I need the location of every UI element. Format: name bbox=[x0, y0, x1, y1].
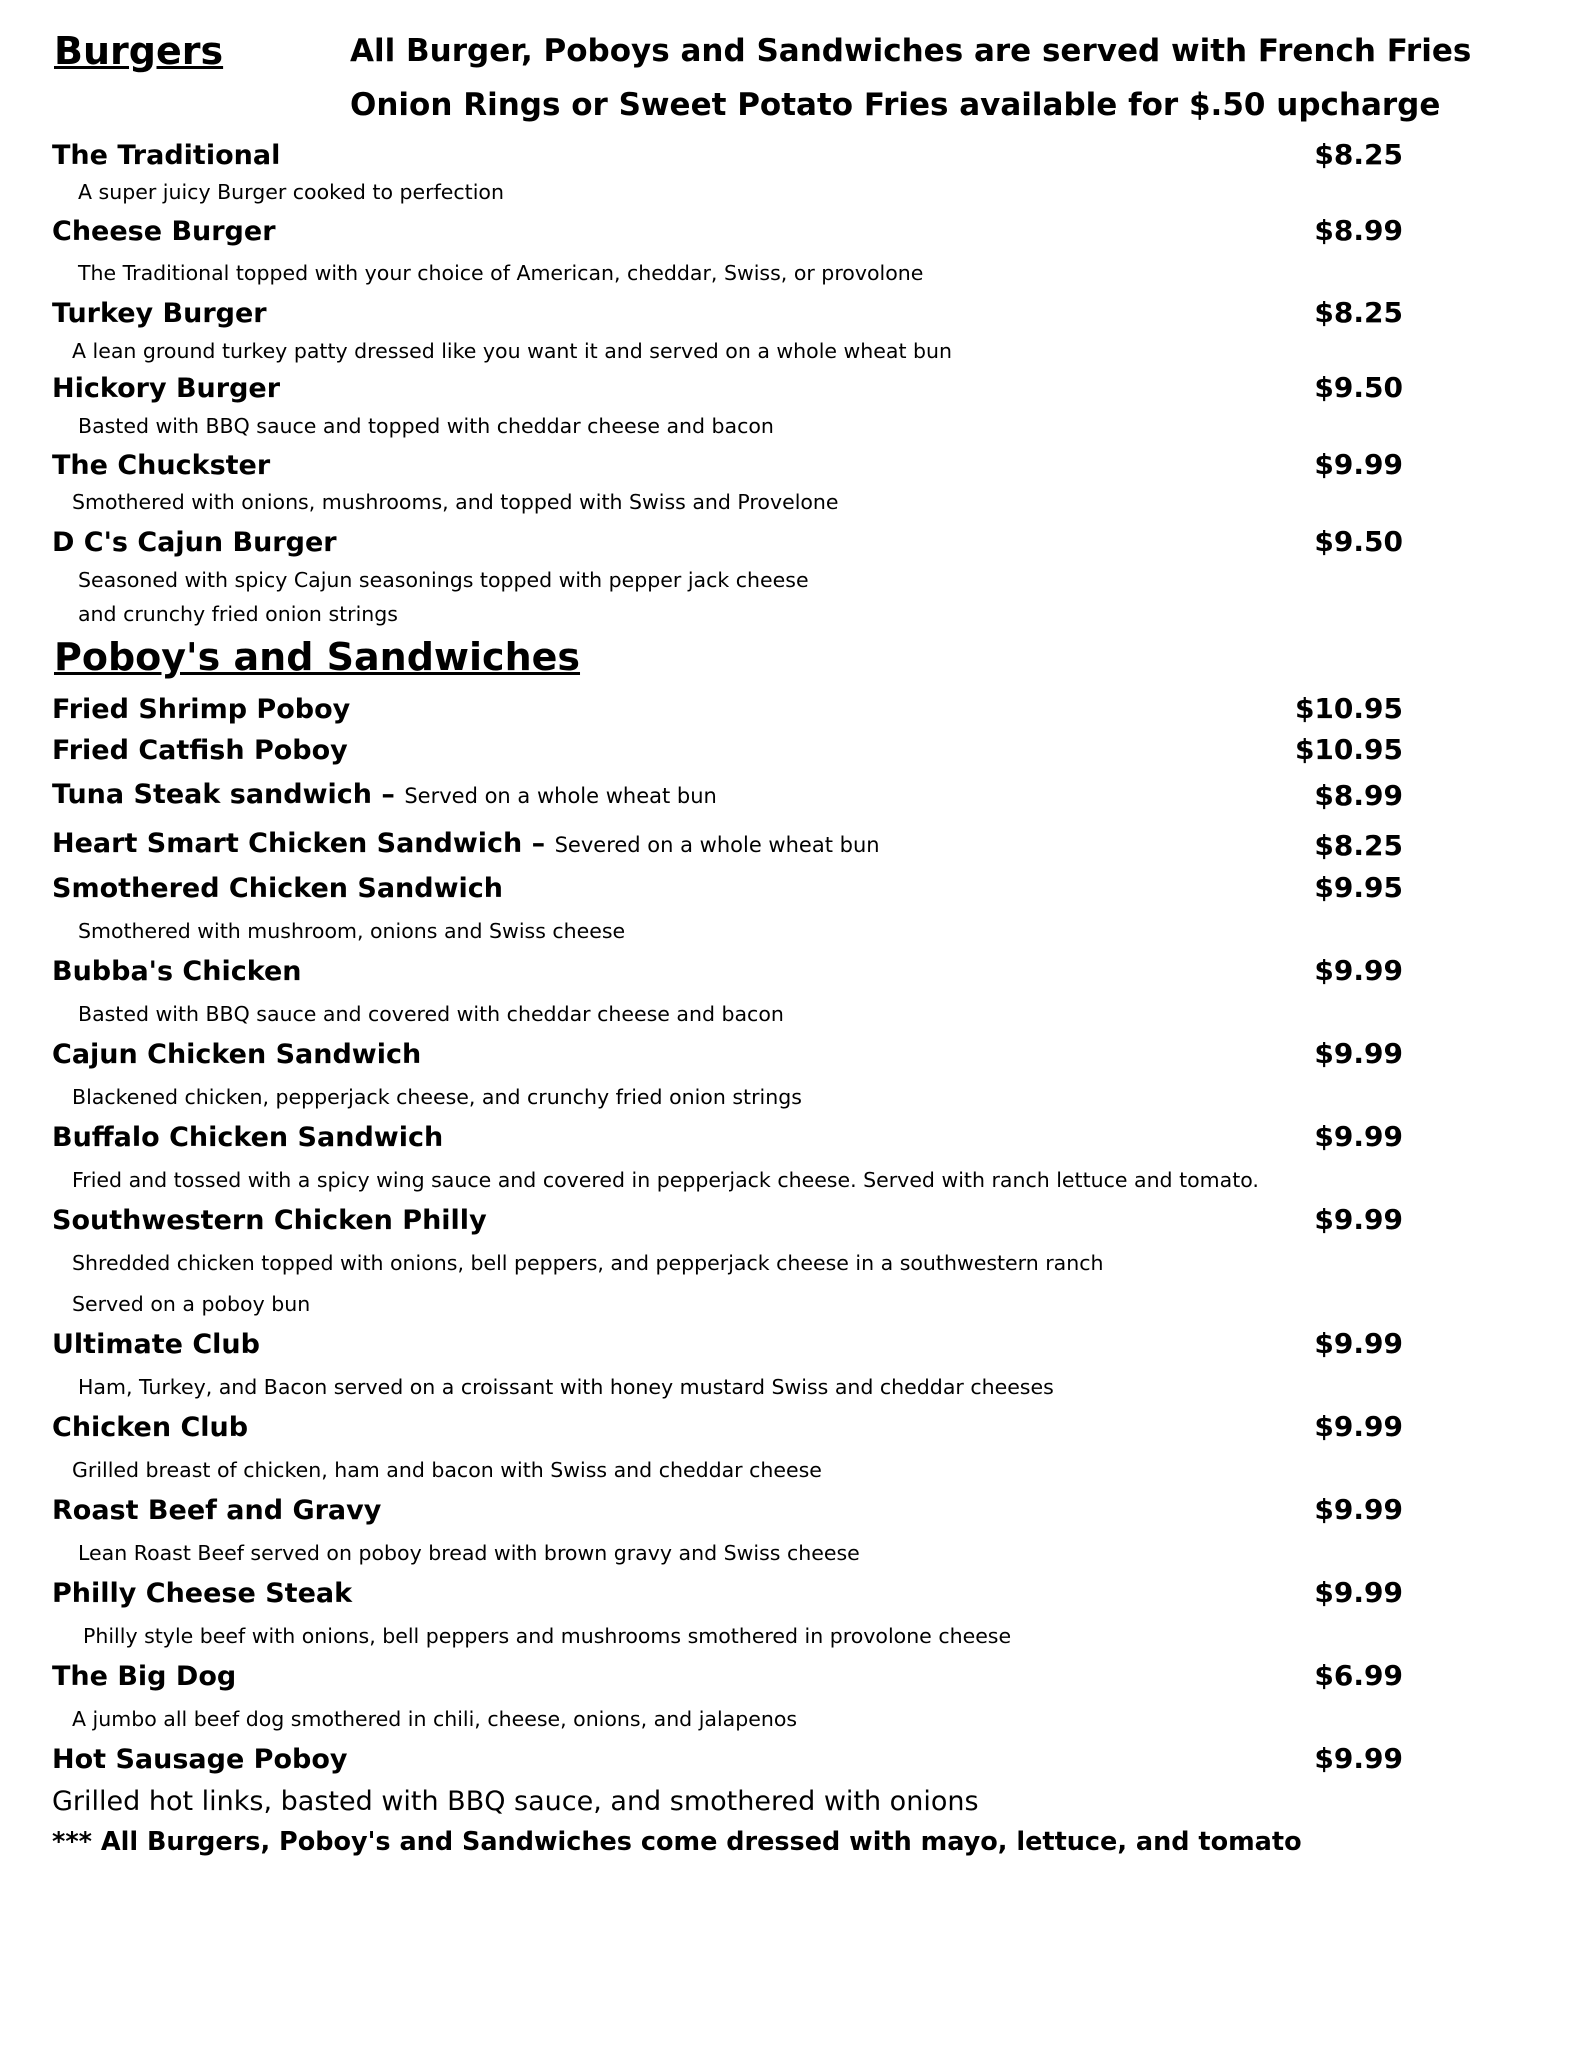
menu-item-description: The Traditional topped with your choice of American, cheddar, Swiss, or provolone bbox=[78, 261, 924, 285]
menu-item-name: Hickory Burger bbox=[52, 373, 281, 404]
menu-item-name: Turkey Burger bbox=[52, 298, 267, 329]
menu-item-price: $8.99 bbox=[1314, 214, 1403, 247]
menu-item-price: $9.99 bbox=[1314, 1037, 1403, 1070]
burgers-note-fries: All Burger, Poboys and Sandwiches are served with French Fries bbox=[350, 33, 1472, 69]
menu-item-price: $9.99 bbox=[1314, 1120, 1403, 1153]
menu-item-price: $10.95 bbox=[1294, 692, 1403, 725]
menu-item-name: D C's Cajun Burger bbox=[52, 527, 337, 558]
menu-item-price: $8.99 bbox=[1314, 779, 1403, 812]
menu-item-description: Fried and tossed with a spicy wing sauce and covered in pepperjack cheese. Served with ranch lettuce and tomato. bbox=[72, 1168, 1259, 1192]
menu-item-name: Cajun Chicken Sandwich bbox=[52, 1039, 422, 1070]
menu-item-name: The Traditional bbox=[52, 140, 281, 171]
menu-item-description: Blackened chicken, pepperjack cheese, and crunchy fried onion strings bbox=[72, 1085, 802, 1109]
menu-item-name: Fried Shrimp Poboy bbox=[52, 694, 351, 725]
menu-item-name: Buffalo Chicken Sandwich bbox=[52, 1122, 444, 1153]
menu-item-inline-description: Severed on a whole wheat bun bbox=[554, 833, 880, 857]
menu-item-name: The Big Dog bbox=[52, 1661, 237, 1692]
poboys-section-title: Poboy's and Sandwiches bbox=[54, 635, 581, 679]
menu-item-price: $9.99 bbox=[1314, 1576, 1403, 1609]
menu-item-name: Ultimate Club bbox=[52, 1329, 260, 1360]
menu-item-price: $9.95 bbox=[1314, 871, 1403, 904]
menu-item-name: Chicken Club bbox=[52, 1412, 249, 1443]
menu-item-inline-description: Served on a whole wheat bun bbox=[404, 784, 717, 808]
menu-item-name: Fried Catfish Poboy bbox=[52, 735, 348, 766]
menu-item-description: Philly style beef with onions, bell peppers and mushrooms smothered in provolone cheese bbox=[83, 1624, 1012, 1648]
menu-item-name: The Chuckster bbox=[52, 450, 271, 481]
menu-item-price: $9.50 bbox=[1314, 371, 1403, 404]
menu-item-price: $9.99 bbox=[1314, 448, 1403, 481]
menu-item-description: A jumbo all beef dog smothered in chili, cheese, onions, and jalapenos bbox=[72, 1707, 798, 1731]
menu-item-price: $10.95 bbox=[1294, 733, 1403, 766]
menu-item-description: Smothered with mushroom, onions and Swiss cheese bbox=[78, 919, 626, 943]
menu-item-price: $9.99 bbox=[1314, 1410, 1403, 1443]
menu-item-name: Hot Sausage Poboy bbox=[52, 1744, 348, 1775]
menu-item-price: $9.99 bbox=[1314, 1327, 1403, 1360]
menu-item-description: A lean ground turkey patty dressed like you want it and served on a whole wheat bun bbox=[72, 339, 953, 363]
burgers-section-title: Burgers bbox=[54, 29, 224, 73]
menu-item-price: $8.25 bbox=[1314, 296, 1403, 329]
menu-item-name: Heart Smart Chicken Sandwich – Severed on a whole wheat bun bbox=[52, 828, 880, 859]
burgers-note-upcharge: Onion Rings or Sweet Potato Fries available for $.50 upcharge bbox=[350, 87, 1441, 123]
menu-item-description: Ham, Turkey, and Bacon served on a croissant with honey mustard Swiss and cheddar cheeses bbox=[78, 1375, 1054, 1399]
menu-item-price: $9.99 bbox=[1314, 1203, 1403, 1236]
menu-item-description: Served on a poboy bun bbox=[72, 1292, 311, 1316]
menu-item-description: Grilled hot links, basted with BBQ sauce, and smothered with onions bbox=[52, 1786, 979, 1817]
menu-item-description: Lean Roast Beef served on poboy bread with brown gravy and Swiss cheese bbox=[78, 1541, 860, 1565]
menu-item-price: $6.99 bbox=[1314, 1659, 1403, 1692]
menu-item-description: Shredded chicken topped with onions, bell peppers, and pepperjack cheese in a southwestern ranch bbox=[72, 1251, 1104, 1275]
menu-item-price: $9.50 bbox=[1314, 525, 1403, 558]
menu-item-name: Tuna Steak sandwich – Served on a whole wheat bun bbox=[52, 779, 717, 810]
menu-item-name: Southwestern Chicken Philly bbox=[52, 1205, 487, 1236]
menu-item-name: Bubba's Chicken bbox=[52, 956, 302, 987]
menu-item-description: Basted with BBQ sauce and topped with cheddar cheese and bacon bbox=[78, 414, 774, 438]
menu-item-description: Seasoned with spicy Cajun seasonings topped with pepper jack cheese bbox=[78, 568, 809, 592]
menu-item-description: Smothered with onions, mushrooms, and topped with Swiss and Provelone bbox=[72, 490, 839, 514]
menu-item-price: $9.99 bbox=[1314, 1742, 1403, 1775]
menu-item-name: Philly Cheese Steak bbox=[52, 1578, 353, 1609]
menu-item-name: Cheese Burger bbox=[52, 216, 276, 247]
menu-item-price: $8.25 bbox=[1314, 829, 1403, 862]
menu-item-name: Roast Beef and Gravy bbox=[52, 1495, 382, 1526]
menu-item-price: $8.25 bbox=[1314, 138, 1403, 171]
menu-item-price: $9.99 bbox=[1314, 954, 1403, 987]
menu-item-description: Grilled breast of chicken, ham and bacon with Swiss and cheddar cheese bbox=[72, 1458, 822, 1482]
menu-item-description: and crunchy fried onion strings bbox=[78, 602, 398, 626]
dressing-footnote: *** All Burgers, Poboy's and Sandwiches come dressed with mayo, lettuce, and tomato bbox=[52, 1827, 1302, 1857]
menu-item-description: Basted with BBQ sauce and covered with cheddar cheese and bacon bbox=[78, 1002, 784, 1026]
menu-item-price: $9.99 bbox=[1314, 1493, 1403, 1526]
menu-item-name: Smothered Chicken Sandwich bbox=[52, 873, 504, 904]
menu-item-description: A super juicy Burger cooked to perfection bbox=[78, 180, 504, 204]
